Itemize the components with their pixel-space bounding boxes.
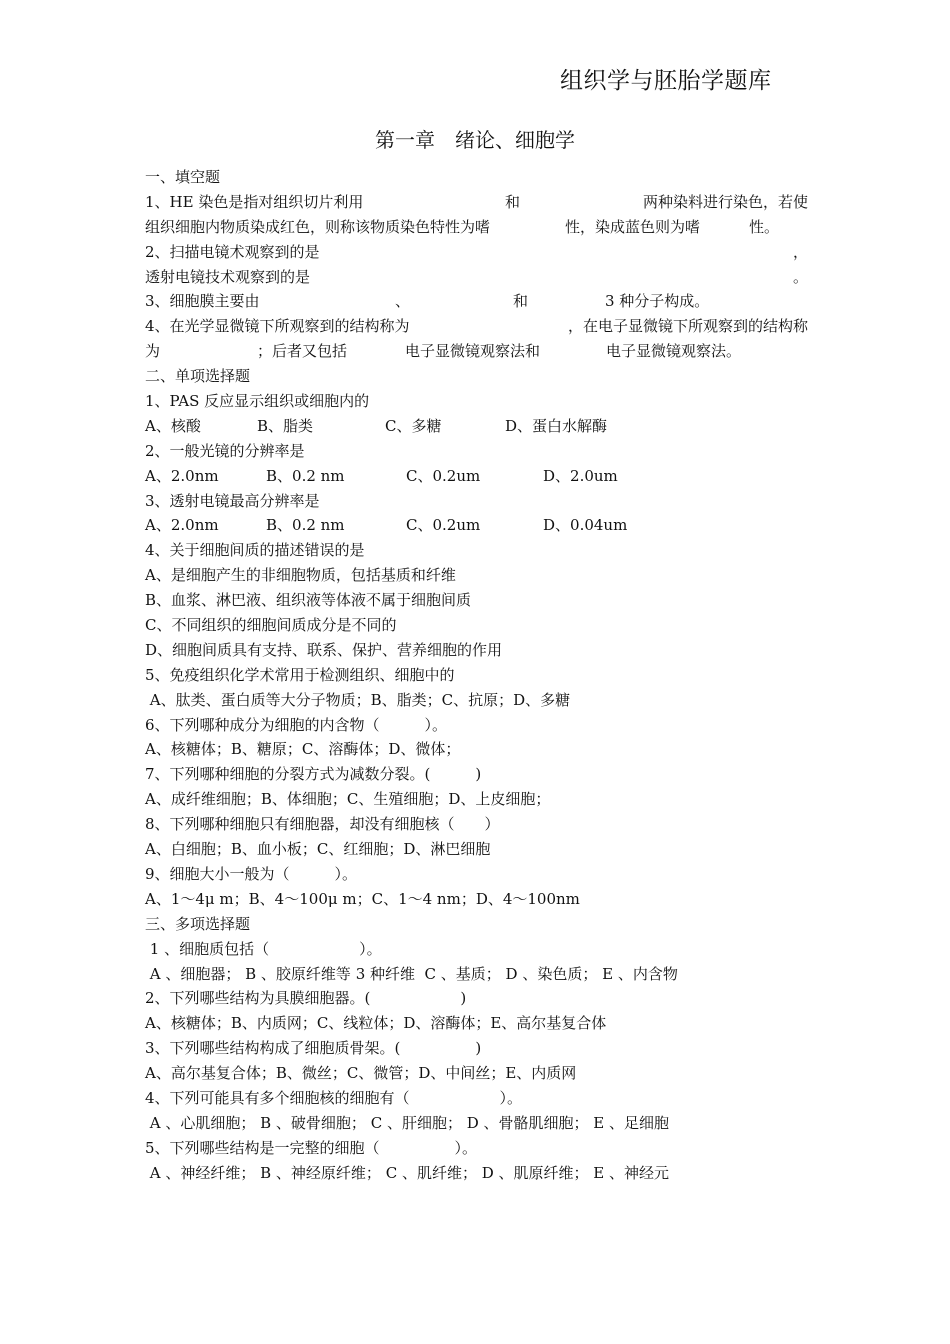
single-q2-options: [145, 464, 808, 489]
fill-q1-part-f: 性。: [749, 217, 780, 236]
fill-q3-part-c: 和: [513, 292, 529, 311]
single-q2-option-c: C、0.2um: [406, 466, 481, 485]
single-q4: 4、关于细胞间质的描述错误的是: [145, 541, 365, 560]
single-q8: 8、下列哪种细胞只有细胞器，却没有细胞核（ ）: [145, 815, 500, 834]
multi-q5-options: A 、神经纤维； B 、神经原纤维； C 、肌纤维； D 、肌原纤维； E 、神经元: [145, 1163, 669, 1182]
single-q2-option-d: D、2.0um: [543, 466, 618, 485]
single-q4-option-b: B、血浆、淋巴液、组织液等体液不属于细胞间质: [145, 591, 472, 610]
single-q5: 5、免疫组织化学术常用于检测组织、细胞中的: [145, 665, 455, 684]
single-q4-option-c: C、不同组织的细胞间质成分是不同的: [145, 616, 397, 635]
single-q3-option-d: D、0.04um: [543, 516, 628, 535]
single-q2: 2、一般光镜的分辨率是: [145, 441, 305, 460]
fill-q1-part-b: 和: [505, 192, 521, 211]
single-q1-option-d: D、蛋白水解酶: [505, 416, 608, 435]
single-q4-option-a: A、是细胞产生的非细胞物质，包括基质和纤维: [145, 566, 456, 585]
chapter-title: 第一章 绪论、细胞学: [375, 128, 575, 152]
fill-q4-part-f: 电子显微镜观察法。: [606, 342, 742, 361]
multi-q3-options: A、高尔基复合体；B、微丝；C、微管；D、中间丝；E、内质网: [145, 1064, 577, 1083]
single-q3-option-a: A、2.0nm: [145, 516, 219, 535]
single-q3-options: [145, 513, 808, 538]
single-q3-option-c: C、0.2um: [406, 516, 481, 535]
fill-q1-line2: [145, 215, 808, 240]
fill-q2-line2: [145, 265, 808, 290]
document-title: 组织学与胚胎学题库: [560, 68, 772, 94]
single-q2-option-b: B、0.2 nm: [266, 466, 345, 485]
single-q3: 3、透射电镜最高分辨率是: [145, 491, 320, 510]
single-q7: 7、下列哪种细胞的分裂方式为减数分裂。( ): [145, 765, 482, 784]
single-q4-option-d: D、细胞间质具有支持、联系、保护、营养细胞的作用: [145, 640, 503, 659]
fill-q4-part-e: 电子显微镜观察法和: [405, 342, 541, 361]
fill-q4-part-b: ，在电子显微镜下所观察到的结构称: [567, 317, 808, 336]
single-q6-options: A、核糖体；B、糖原；C、溶酶体；D、微体；: [145, 740, 461, 759]
multi-q3: 3、下列哪些结构构成了细胞质骨架。( ): [145, 1039, 482, 1058]
fill-q2-part-c: 透射电镜技术观察到的是: [145, 267, 311, 286]
fill-q2-part-d: 。: [792, 267, 808, 286]
multi-q1: 1 、细胞质包括（ ）。: [145, 939, 382, 958]
single-q9: 9、细胞大小一般为（ ）。: [145, 864, 358, 883]
multi-q4-options: A 、心肌细胞； B 、破骨细胞； C 、肝细胞； D 、骨骼肌细胞； E 、足细胞: [145, 1113, 669, 1132]
single-q2-option-a: A、2.0nm: [145, 466, 219, 485]
multi-q2: 2、下列哪些结构为具膜细胞器。( ): [145, 989, 467, 1008]
single-q1-option-b: B、脂类: [257, 416, 314, 435]
single-q1-option-c: C、多糖: [385, 416, 442, 435]
single-q7-options: A、成纤维细胞；B、体细胞；C、生殖细胞；D、上皮细胞；: [145, 790, 551, 809]
single-q6: 6、下列哪种成分为细胞的内含物（ ）。: [145, 715, 448, 734]
fill-q2-part-b: ，: [792, 242, 808, 261]
fill-q1-part-c: 两种染料进行染色，若使: [642, 192, 808, 211]
fill-q4-line2: [145, 339, 808, 364]
single-q1-options: [145, 414, 808, 439]
fill-q3-part-d: 3 种分子构成。: [605, 292, 710, 311]
question-content: [145, 165, 808, 1186]
single-q8-options: A、白细胞；B、血小板；C、红细胞；D、淋巴细胞: [145, 840, 491, 859]
fill-q2-line1: [145, 240, 808, 265]
fill-q1-part-a: 1、HE 染色是指对组织切片利用: [145, 192, 364, 211]
section-heading-multi: 三、多项选择题: [145, 914, 251, 933]
fill-q3-part-a: 3、细胞膜主要由: [145, 292, 260, 311]
fill-q1-part-e: 性，染成蓝色则为嗜: [565, 217, 701, 236]
section-heading-fill: 一、填空题: [145, 168, 221, 186]
fill-q2-part-a: 2、扫描电镜术观察到的是: [145, 242, 320, 261]
single-q9-options: A、1～4μ m；B、4～100μ m；C、1～4 nm；D、4～100nm: [145, 889, 580, 908]
section-heading-single: 二、单项选择题: [145, 367, 251, 386]
fill-q4-part-c: 为: [145, 342, 161, 361]
single-q1-option-a: A、核酸: [145, 416, 201, 435]
fill-q4-part-a: 4、在光学显微镜下所观察到的结构称为: [145, 317, 410, 336]
fill-q4-line1: [145, 314, 808, 339]
multi-q1-options: A 、细胞器； B 、胶原纤维等 3 种纤维 C 、基质； D 、染色质； E 、内含物: [145, 964, 678, 983]
fill-q4-part-d: ；后者又包括: [257, 342, 348, 361]
fill-q3-line: [145, 289, 808, 314]
fill-q1-line1: [145, 190, 808, 215]
fill-q3-part-b: 、: [395, 292, 411, 311]
single-q5-options: A、肽类、蛋白质等大分子物质；B、脂类；C、抗原；D、多糖: [145, 690, 571, 709]
multi-q4: 4、下列可能具有多个细胞核的细胞有（ ）。: [145, 1088, 523, 1107]
multi-q2-options: A、核糖体；B、内质网；C、线粒体；D、溶酶体；E、高尔基复合体: [145, 1014, 607, 1033]
multi-q5: 5、下列哪些结构是一完整的细胞（ ）。: [145, 1138, 478, 1157]
fill-q1-part-d: 组织细胞内物质染成红色，则称该物质染色特性为嗜: [145, 217, 491, 236]
single-q3-option-b: B、0.2 nm: [266, 516, 345, 535]
single-q1: 1、PAS 反应显示组织或细胞内的: [145, 392, 370, 411]
